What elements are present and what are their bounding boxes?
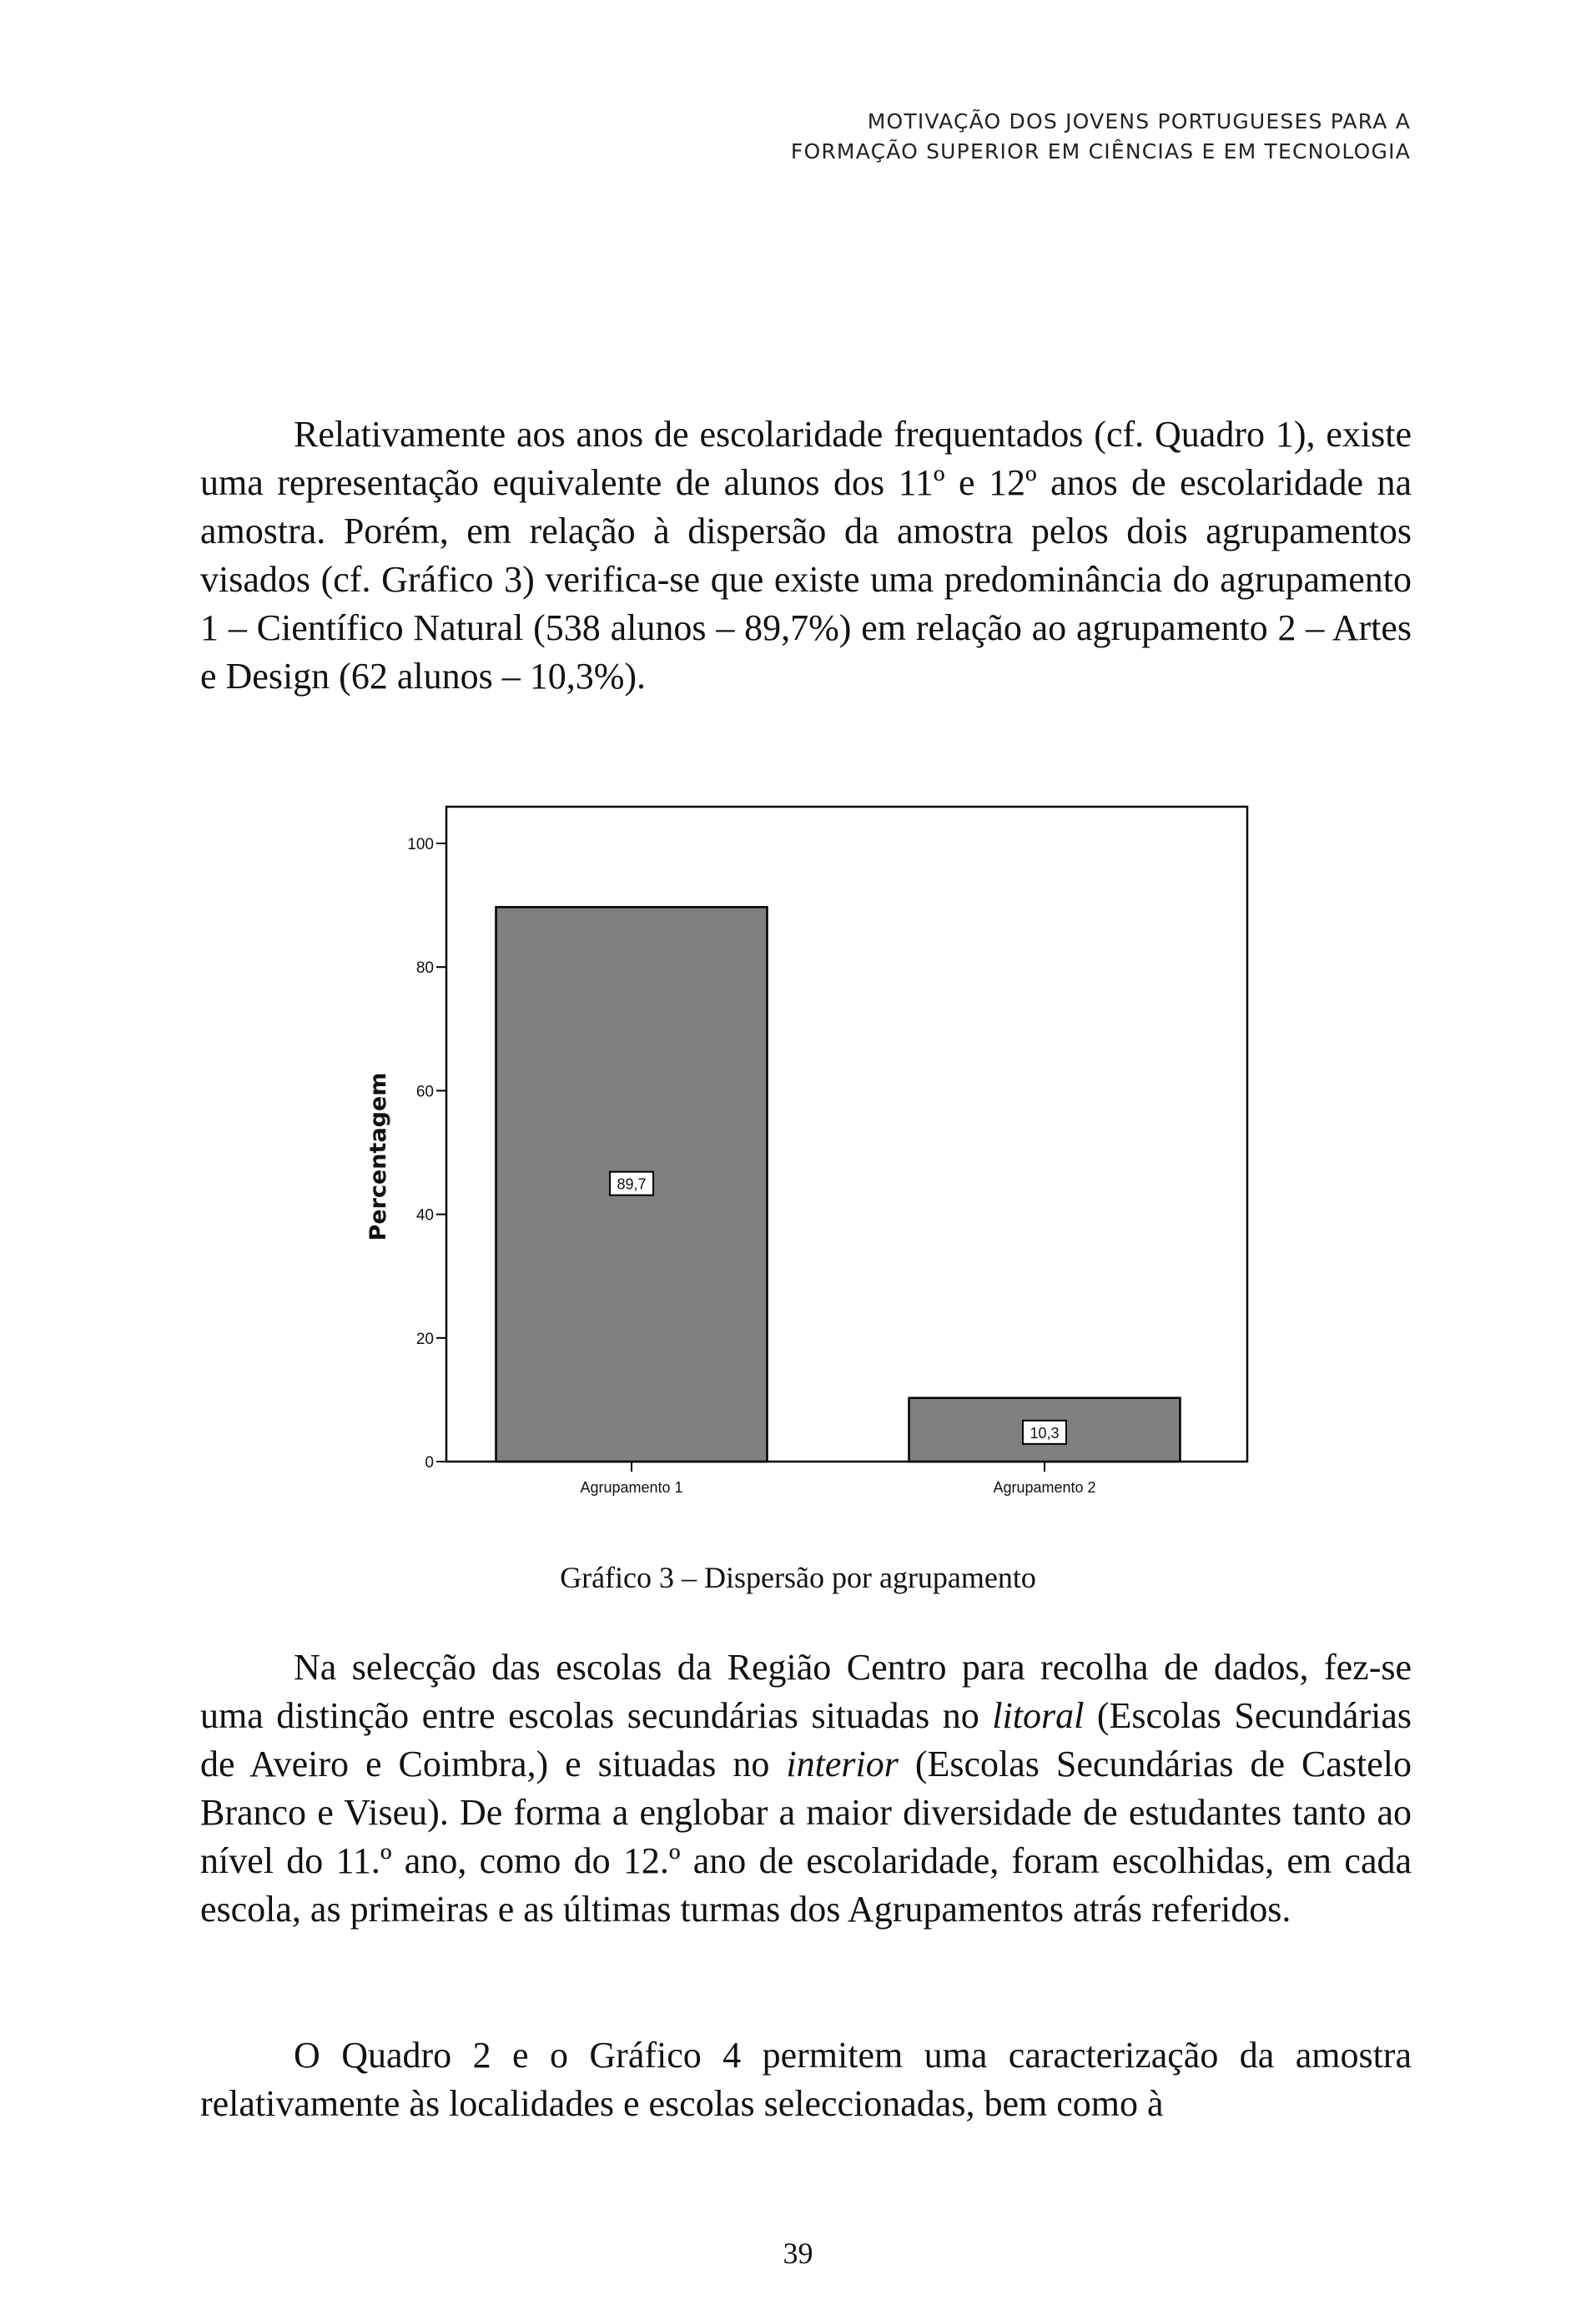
paragraph-1: [200, 410, 1412, 701]
y-axis-title: Percentagem: [365, 1072, 391, 1241]
chart-plot: [365, 807, 1247, 1496]
paragraph-1-text: Relativamente aos anos de escolaridade frequentados (cf. Quadro 1), existe uma representação equivalente de alunos dos 11º e 12º anos de escolaridade na amostra. Porém, em relação à dispersão da amostra pelos dois agrupamentos visados (cf. Gráfico 3) verifica-se que existe uma predominância do agrupamento 1 – Científico Natural (538 alunos – 89,7%) em relação ao agrupamento 2 – Artes e Design (62 alunos – 10,3%).: [200, 414, 1412, 697]
running-header: [791, 107, 1411, 167]
header-line-2: FORMAÇÃO SUPERIOR EM CIÊNCIAS E EM TECNOLOGIA: [790, 139, 1411, 164]
data-label-2: 10,3: [1030, 1424, 1060, 1442]
paragraph-3: [200, 2031, 1412, 2128]
paragraph-2-text-c: (Escolas Secundárias de Castelo Branco e Viseu). De forma a englobar a maior diversidade de estudantes tanto ao nível do 11.º ano, como do 12.º ano de escolaridade, foram escolhidas, em cada escola, as primeiras e as últimas turmas dos Agrupamentos atrás referidos.: [200, 1744, 1412, 1930]
y-tick-label-80: 80: [415, 959, 434, 978]
paragraph-2: [200, 1643, 1412, 1934]
paragraph-2-interior: interior: [786, 1744, 899, 1784]
page-number: 39: [783, 2237, 813, 2270]
header-line-1: MOTIVAÇÃO DOS JOVENS PORTUGUESES PARA A: [867, 109, 1411, 133]
figure-caption: Gráfico 3 – Dispersão por agrupamento: [560, 1561, 1036, 1594]
y-tick-label-0: 0: [425, 1454, 434, 1472]
y-tick-label-40: 40: [415, 1206, 434, 1225]
paragraph-3-text: O Quadro 2 e o Gráfico 4 permitem uma caracterização da amostra relativamente às localidades e escolas seleccionadas, bem como à: [200, 2035, 1412, 2124]
x-tick-label-2: Agrupamento 2: [993, 1479, 1096, 1496]
y-tick-label-100: 100: [407, 836, 434, 853]
y-tick-label-60: 60: [415, 1083, 434, 1101]
paragraph-2-text-a: Na selecção das escolas da Região Centro para recolha de dados, fez-se uma distinção entre escolas secundárias situadas no: [200, 1647, 1412, 1736]
paragraph-2-text-b: (Escolas Secundárias de Aveiro e Coimbra,) e situadas no: [200, 1695, 1412, 1784]
bar-chart: [334, 797, 1268, 1531]
data-label-1: 89,7: [617, 1175, 647, 1193]
y-tick-label-20: 20: [415, 1330, 434, 1348]
x-tick-label-1: Agrupamento 1: [580, 1479, 683, 1496]
paragraph-2-litoral: litoral: [992, 1695, 1085, 1736]
